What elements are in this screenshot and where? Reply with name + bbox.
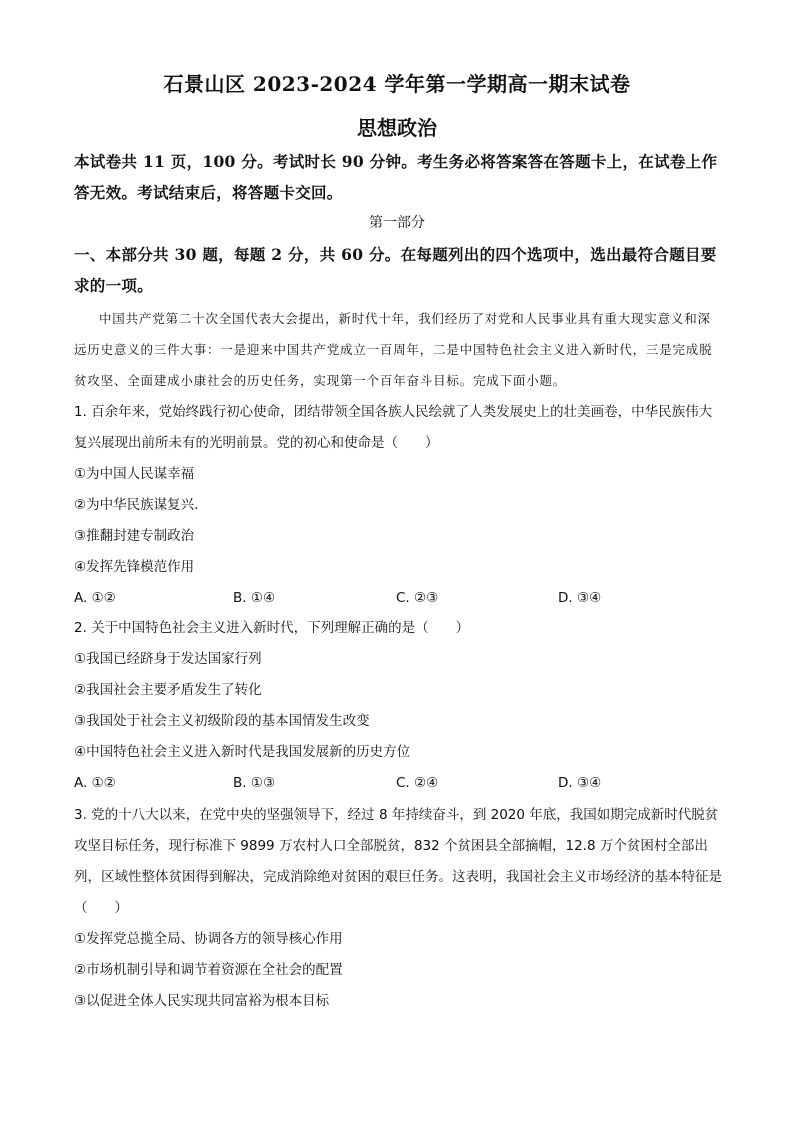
part-title: 第一部分 — [369, 215, 425, 231]
statement-item: ①我国已经跻身于发达国家行列 — [74, 651, 262, 667]
question-2 — [74, 613, 724, 799]
statement-item: ①为中国人民谋幸福 — [74, 466, 195, 482]
option-d[interactable]: D. ③④ — [558, 775, 602, 791]
section-instruction: 一、本部分共 30 题，每题 2 分，共 60 分。在每题列出的四个选项中，选出最符合题目要求的一项。 — [74, 245, 717, 295]
exam-title: 石景山区 2023-2024 学年第一学期高一期末试卷 — [163, 72, 631, 96]
question-stem: 1. 百余年来，党始终践行初心使命，团结带领全国各族人民绘就了人类发展史上的壮美画卷，中华民族伟大复兴展现出前所未有的光明前景。党的初心和使命是（ ） — [74, 404, 713, 451]
exam-subject: 思想政治 — [357, 116, 437, 140]
option-c[interactable]: C. ②③ — [396, 590, 439, 606]
question-stem: 3. 党的十八大以来，在党中央的坚强领导下，经过 8 年持续奋斗，到 2020 年底，我国如期完成新时代脱贫攻坚目标任务，现行标准下 9899 万农村人口全部脱贫，832 个贫困县全部摘帽，12.8 万个贫困村全部出列，区域性整体贫困得到解决，完成消除绝对贫困的艰巨任务。这表明，我国社会主义市场经济的基本特征是（ ） — [74, 807, 722, 916]
option-d[interactable]: D. ③④ — [558, 590, 602, 606]
statement-item: ④发挥先锋模范作用 — [74, 559, 195, 575]
answer-options — [74, 768, 724, 799]
statement-item: ③以促进全体人民实现共同富裕为根本目标 — [74, 993, 330, 1009]
option-c[interactable]: C. ②④ — [396, 775, 439, 791]
statement-item: ①发挥党总揽全局、协调各方的领导核心作用 — [74, 931, 343, 947]
statement-item: ④中国特色社会主义进入新时代是我国发展新的历史方位 — [74, 744, 411, 760]
option-b[interactable]: B. ①④ — [233, 590, 276, 606]
statement-item: ③推翻封建专制政治 — [74, 528, 195, 544]
option-a[interactable]: A. ①② — [74, 775, 116, 791]
reading-material: 中国共产党第二十次全国代表大会提出，新时代十年，我们经历了对党和人民事业具有重大现实意义和深远历史意义的三件大事：一是迎来中国共产党成立一百周年，二是中国特色社会主义进入新时代，三是完成脱贫攻坚、全面建成小康社会的历史任务，实现第一个百年奋斗目标。完成下面小题。 — [74, 311, 713, 388]
question-3 — [74, 800, 724, 1017]
answer-options — [74, 583, 724, 614]
statement-item: ②市场机制引导和调节着资源在全社会的配置 — [74, 962, 343, 978]
question-stem: 2. 关于中国特色社会主义进入新时代，下列理解正确的是（ ） — [74, 620, 470, 636]
exam-notice: 本试卷共 11 页，100 分。考试时长 90 分钟。考生务必将答案答在答题卡上，在试卷上作答无效。考试结束后，将答题卡交回。 — [74, 152, 718, 202]
statement-item: ②为中华民族谋复兴. — [74, 497, 199, 513]
question-1 — [74, 397, 724, 614]
option-a[interactable]: A. ①② — [74, 590, 116, 606]
statement-item: ③我国处于社会主义初级阶段的基本国情发生改变 — [74, 713, 370, 729]
option-b[interactable]: B. ①③ — [233, 775, 276, 791]
statement-item: ②我国社会主要矛盾发生了转化 — [74, 682, 262, 698]
